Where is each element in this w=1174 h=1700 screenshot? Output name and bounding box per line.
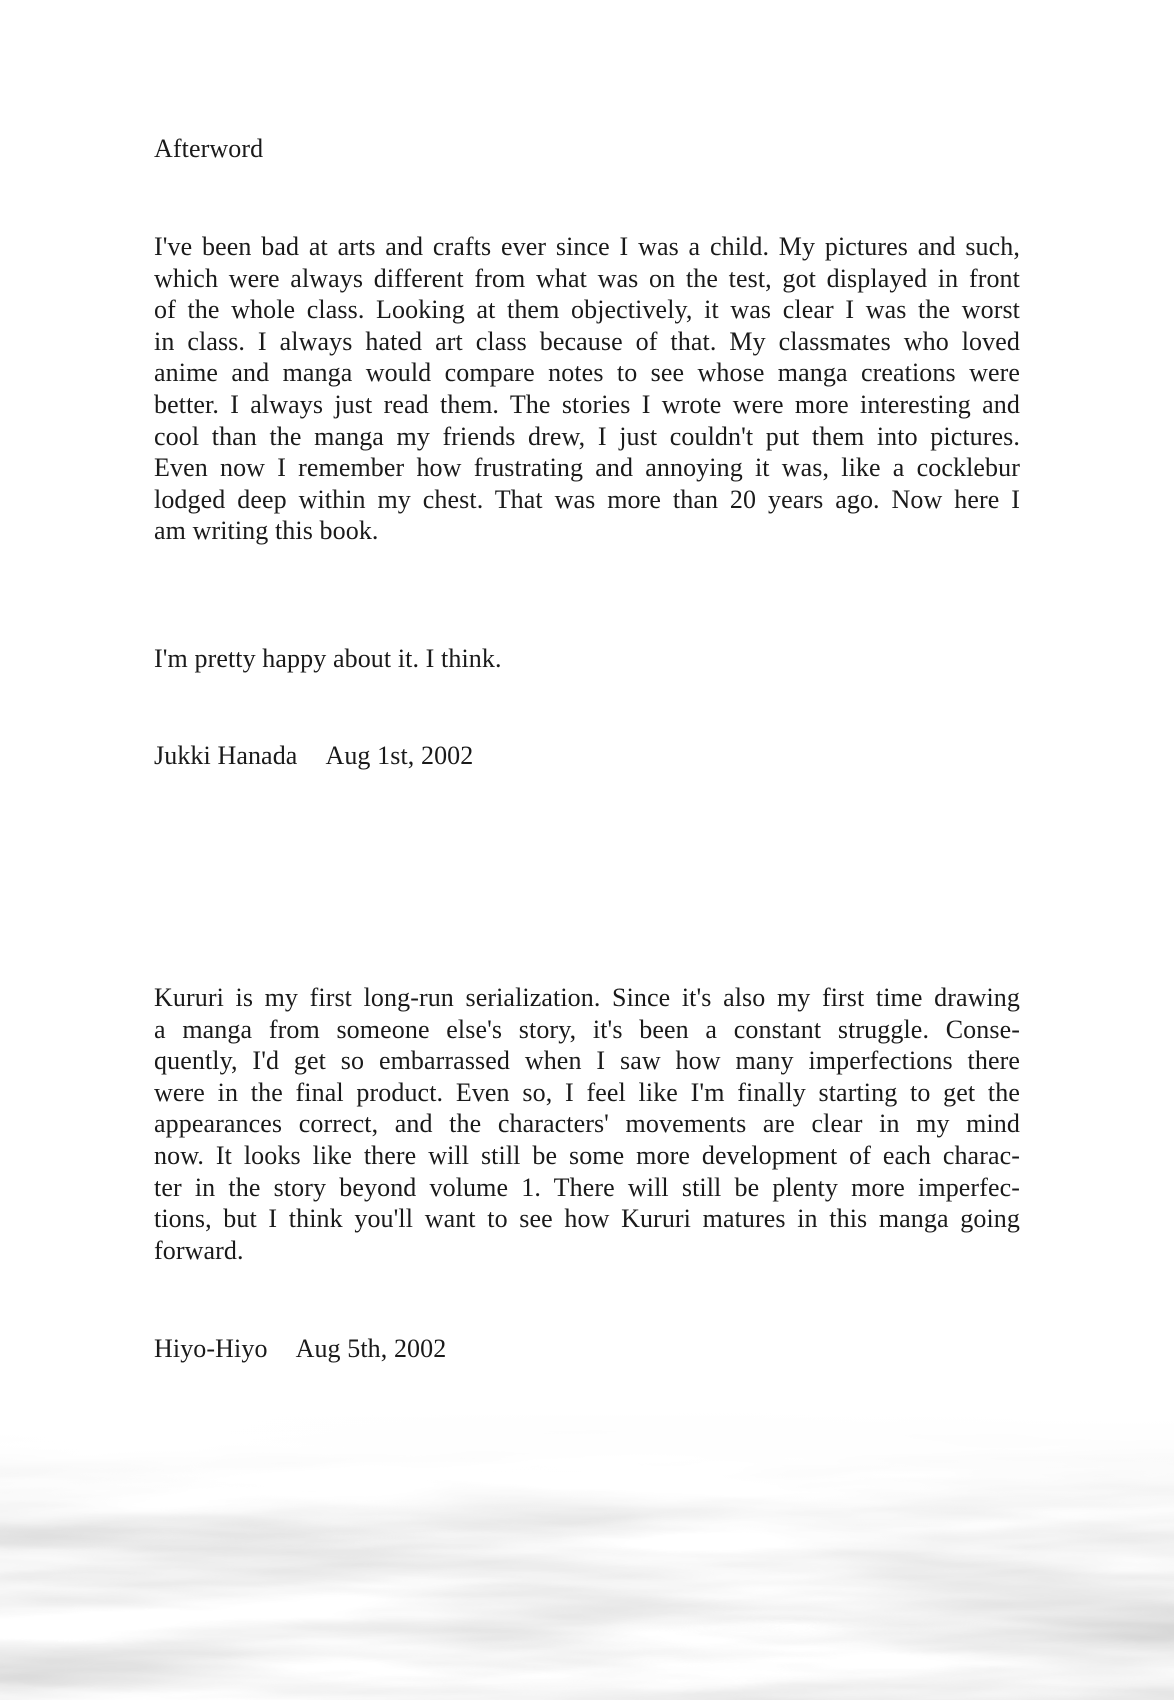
- text-line: Even now I remember how frustrating and annoying it was, like a cocklebur: [154, 453, 1020, 483]
- text-line: lodged deep within my chest. That was more than 20 years ago. Now here I: [154, 484, 1020, 514]
- page-title: Afterword: [154, 134, 264, 163]
- text-line: of the whole class. Looking at them objectively, it was clear I was the worst: [154, 295, 1020, 325]
- closing-line: I'm pretty happy about it. I think.: [154, 644, 502, 673]
- text-line: am writing this book.: [154, 516, 379, 546]
- afterword-paragraph-1: [154, 231, 1020, 547]
- text-line: Kururi is my first long-run serialization. Since it's also my first time drawing: [154, 983, 1020, 1012]
- text-line: now. It looks like there will still be some more development of each charac-: [154, 1140, 1020, 1170]
- signature-artist: [154, 1333, 1020, 1365]
- text-line: were in the final product. Even so, I feel like I'm finally starting to get the: [154, 1077, 1020, 1107]
- text-line: cool than the manga my friends drew, I just couldn't put them into pictures.: [154, 421, 1020, 451]
- text-line: better. I always just read them. The stories I wrote were more interesting and: [154, 389, 1020, 419]
- water-surface-photo: [0, 1408, 1174, 1700]
- signature-writer-date: Aug 1st, 2002: [325, 741, 474, 770]
- text-line: ter in the story beyond volume 1. There will still be plenty more imperfec-: [154, 1172, 1020, 1202]
- text-line: quently, I'd get so embarrassed when I saw how many imperfections there: [154, 1046, 1020, 1076]
- text-line: I've been bad at arts and crafts ever since I was a child. My pictures and such,: [154, 232, 1020, 261]
- afterword-paragraph-2: [154, 982, 1020, 1266]
- text-line: in class. I always hated art class because of that. My classmates who loved: [154, 326, 1020, 356]
- water-ripples-graphic: [0, 1408, 1174, 1700]
- text-line: appearances correct, and the characters' movements are clear in my mind: [154, 1109, 1020, 1139]
- signature-writer-name: Jukki Hanada: [154, 741, 298, 770]
- text-line: forward.: [154, 1235, 244, 1265]
- signature-artist-date: Aug 5th, 2002: [295, 1334, 447, 1363]
- text-line: a manga from someone else's story, it's been a constant struggle. Conse-: [154, 1014, 1020, 1044]
- signature-artist-name: Hiyo-Hiyo: [154, 1334, 268, 1363]
- text-line: tions, but I think you'll want to see how Kururi matures in this manga going: [154, 1204, 1020, 1234]
- text-line: anime and manga would compare notes to see whose manga creations were: [154, 358, 1020, 388]
- signature-writer: [154, 740, 1020, 772]
- text-line: which were always different from what was on the test, got displayed in front: [154, 263, 1020, 293]
